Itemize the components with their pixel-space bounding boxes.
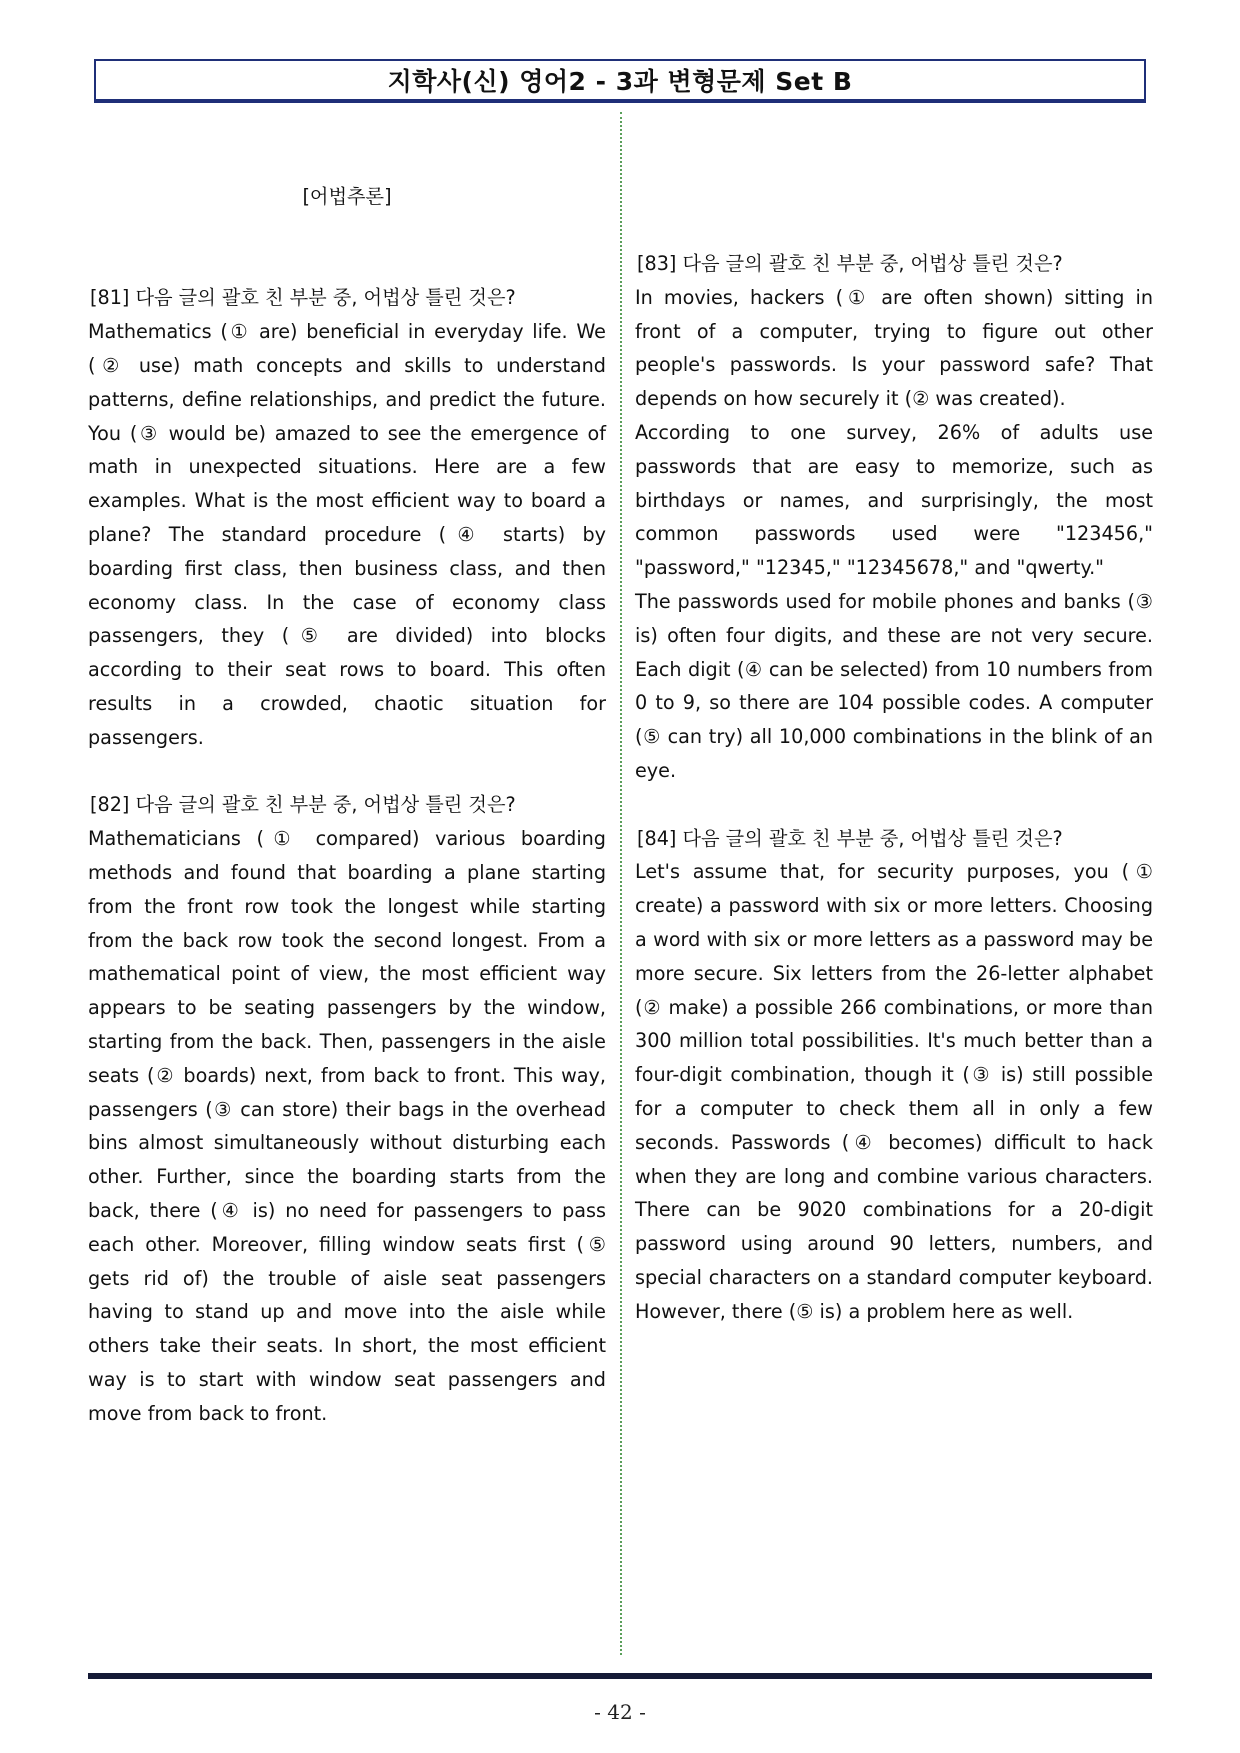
question-82-body: Mathematicians (① compared) various boarding methods and found that boarding a plane starting from the front row took the longest while starting from the back row took the second longest. From a mathematical point of view, the most efficient way appears to be seating passengers by the window, starting from the back. Then, passengers in the aisle seats (② boards) next, from back to front. This way, passengers (③ can store) their bags in the overhead bins almost simultaneously without disturbing each other. Further, since the boarding starts from the back, there (④ is) no need for passengers to pass each other. Moreover, filling window seats first (⑤ gets rid of) the trouble of aisle seat passengers having to stand up and move into the aisle while others take their seats. In short, the most efficient way is to start with window seat passengers and move from back to front. — [88, 827, 606, 1425]
footer-rule — [88, 1673, 1152, 1679]
question-83-paragraph-2: According to one survey, 26% of adults use passwords that are easy to memorize, such as birthdays or names, and surprisingly, the most common passwords used were "123456," "password," "12345," "12345678," and "qwerty." — [635, 420, 1153, 580]
left-column — [88, 180, 606, 1430]
question-83-paragraph-3: The passwords used for mobile phones and banks (③ is) often four digits, and these are not very secure. Each digit (④ can be selected) from 10 numbers from 0 to 9, so there are 104 possible codes. A computer (⑤ can try) all 10,000 combinations in the blink of an eye. — [635, 589, 1153, 782]
question-84-body: Let's assume that, for security purposes, you (① create) a password with six or more letters. Choosing a word with six or more letters as a password may be more secure. Six letters from the 26-letter alphabet (② make) a possible 266 combinations, or more than 300 million total possibilities. It's much better than a four-digit combination, though it (③ is) still possible for a computer to check them all in only a few seconds. Passwords (④ becomes) difficult to hack when they are long and combine various characters. There can be 9020 combinations for a 20-digit password using around 90 letters, numbers, and special characters on a standard computer keyboard. However, there (⑤ is) a problem here as well. — [635, 860, 1153, 1323]
question-84-heading: [84] 다음 글의 괄호 친 부분 중, 어법상 틀린 것은? — [637, 826, 1063, 850]
right-column — [635, 247, 1153, 1329]
question-81-heading: [81] 다음 글의 괄호 친 부분 중, 어법상 틀린 것은? — [90, 286, 516, 310]
question-82-heading: [82] 다음 글의 괄호 친 부분 중, 어법상 틀린 것은? — [90, 793, 516, 817]
page-number: - 42 - — [594, 1700, 646, 1724]
page-title: 지학사(신) 영어2 - 3과 변형문제 Set B — [387, 67, 853, 96]
question-83-heading: [83] 다음 글의 괄호 친 부분 중, 어법상 틀린 것은? — [637, 252, 1063, 275]
question-81-body: Mathematics (① are) beneficial in everyday life. We (② use) math concepts and skills to understand patterns, define relationships, and predict the future. You (③ would be) amazed to see the emergence of math in unexpected situations. Here are a few examples. What is the most efficient way to board a plane? The standard procedure (④ starts) by boarding first class, then business class, and then economy class. In the case of economy class passengers, they (⑤ are divided) into blocks according to their seat rows to board. This often results in a crowded, chaotic situation for passengers. — [88, 320, 606, 749]
section-title: [어법추론] — [302, 185, 392, 208]
question-83-paragraph-1: In movies, hackers (① are often shown) sitting in front of a computer, trying to figure out other people's passwords. Is your password safe? That depends on how securely it (② was created). — [635, 285, 1153, 411]
page-header — [94, 59, 1146, 103]
column-divider — [620, 112, 622, 1655]
